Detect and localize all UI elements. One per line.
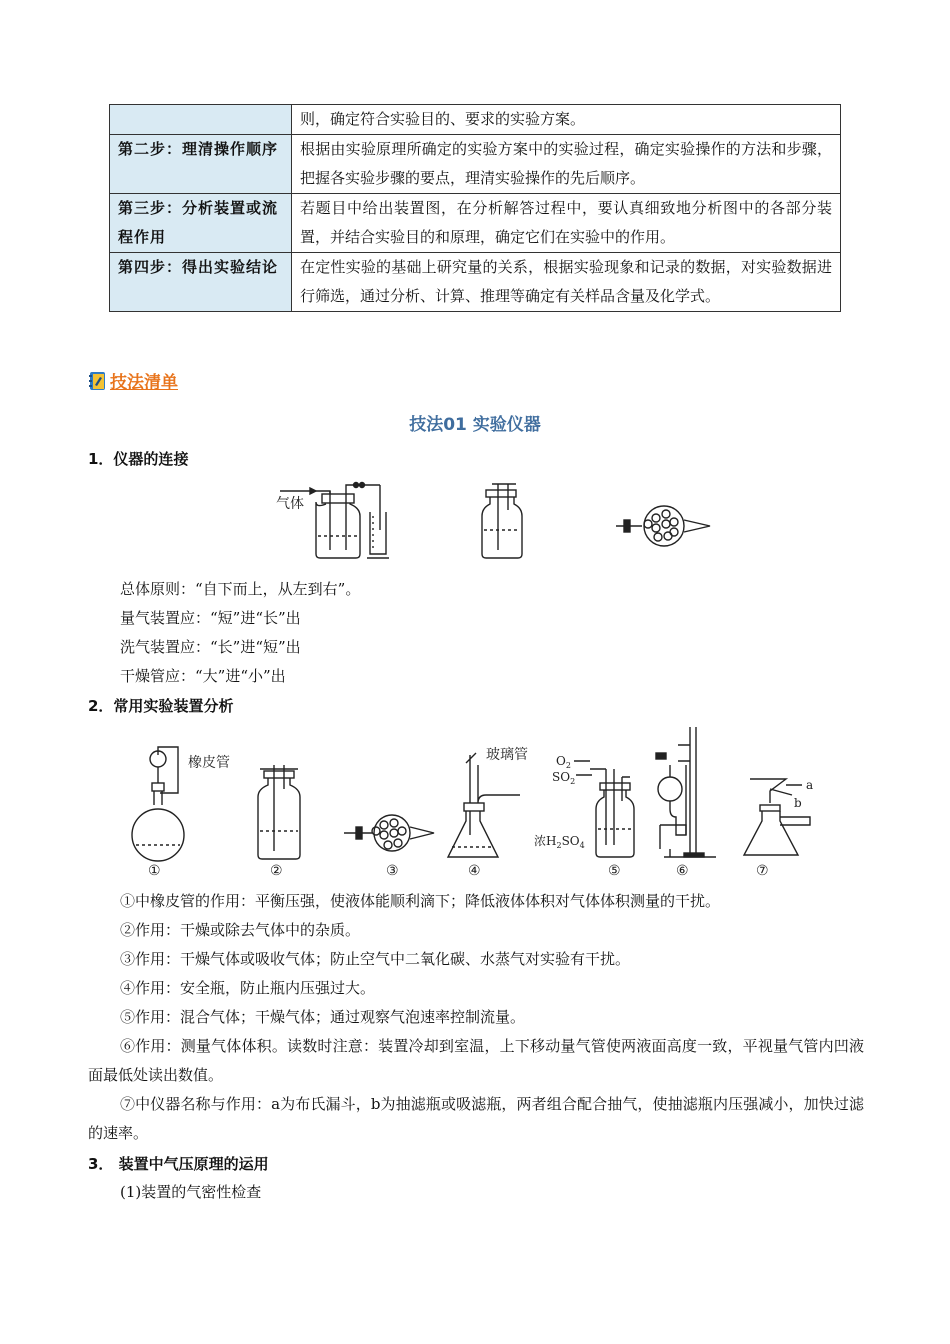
rubber-tube-label: 橡皮管 <box>188 755 230 771</box>
principle-line: 量气装置应：“短”进“长”出 <box>120 609 301 627</box>
part2-heading: 2．常用实验装置分析 <box>88 697 234 715</box>
label-5: ⑤ <box>608 863 621 879</box>
graduated-cylinder <box>367 485 389 558</box>
label-2: ② <box>270 863 283 879</box>
label-4: ④ <box>468 863 481 879</box>
analysis-item: ③作用：干燥气体或吸收气体；防止空气中二氧化碳、水蒸气对实验有干扰。 <box>120 950 631 968</box>
drying-tube <box>616 506 710 546</box>
o2-label: $O_2$ <box>556 754 571 770</box>
gas-label: 气体 <box>276 496 304 512</box>
label-6: ⑥ <box>676 863 689 879</box>
so2-label: $SO_2$ <box>552 770 576 786</box>
table-row <box>110 135 841 194</box>
label-a: a <box>806 778 814 792</box>
notebook-icon <box>88 370 108 392</box>
apparatus-7 <box>744 778 813 879</box>
section-banner <box>88 368 178 393</box>
principle-line: 洗气装置应：“长”进“短”出 <box>120 638 301 656</box>
apparatus-3 <box>344 815 434 879</box>
step-key: 第二步：理清操作顺序 <box>110 135 292 194</box>
label-7: ⑦ <box>756 863 769 879</box>
analysis-item: ①中橡皮管的作用：平衡压强，使液体能顺利滴下；降低液体体积对气体体积测量的干扰。 <box>120 892 721 910</box>
part1-heading: 1．仪器的连接 <box>88 450 189 468</box>
step-value: 根据由实验原理所确定的实验方案中的实验过程，确定实验操作的方法和步骤，把握各实验步骤的要点，理清实验操作的先后顺序。 <box>292 135 841 194</box>
wash-bottle <box>482 484 522 558</box>
step-value: 若题目中给出装置图，在分析解答过程中，要认真细致地分析图中的各部分装置，并结合实验目的和原理，确定它们在实验中的作用。 <box>292 194 841 253</box>
principle-line: 总体原则：“自下而上，从左到右”。 <box>120 580 361 598</box>
analysis-item: ⑦中仪器名称与作用：a为布氏漏斗，b为抽滤瓶或吸滤瓶，两者组合配合抽气，使抽滤瓶内压强减小，加快过滤的速率。 <box>88 1095 864 1142</box>
analysis-item: ⑥作用：测量气体体积。读数时注意：装置冷却到室温，上下移动量气管使两液面高度一致，平视量气管内凹液面最低处读出数值。 <box>88 1037 864 1084</box>
apparatus-6 <box>656 727 716 879</box>
steps-table <box>109 104 841 312</box>
technique-title: 技法01 实验仪器 <box>409 415 541 435</box>
table-row <box>110 105 841 135</box>
step-key: 第三步：分析装置或流程作用 <box>110 194 292 253</box>
section-title: 技法清单 <box>110 373 178 393</box>
part3-heading: 3． 装置中气压原理的运用 <box>88 1155 269 1173</box>
label-b: b <box>794 796 802 810</box>
analysis-item: ②作用：干燥或除去气体中的杂质。 <box>120 921 361 939</box>
h2so4-label: 浓$H_2SO_4$ <box>534 834 585 850</box>
table-row <box>110 253 841 312</box>
part3-subheading: (1)装置的气密性检查 <box>120 1183 262 1201</box>
step-value: 则，确定符合实验目的、要求的实验方案。 <box>292 105 841 135</box>
table-row <box>110 194 841 253</box>
apparatus-5 <box>534 754 634 879</box>
step-key: 第四步：得出实验结论 <box>110 253 292 312</box>
analysis-item: ⑤作用：混合气体；干燥气体；通过观察气泡速率控制流量。 <box>120 1008 526 1026</box>
step-value: 在定性实验的基础上研究量的关系，根据实验现象和记录的数据，对实验数据进行筛选，通过分析、计算、推理等确定有关样品含量及化学式。 <box>292 253 841 312</box>
gas-measuring-bottle <box>316 485 360 558</box>
glass-tube-label: 玻璃管 <box>486 747 528 763</box>
connection-figure <box>270 480 720 560</box>
label-1: ① <box>148 863 161 879</box>
analysis-item: ④作用：安全瓶，防止瓶内压强过大。 <box>120 979 376 997</box>
apparatus-4 <box>448 746 528 879</box>
apparatus-1 <box>132 747 230 879</box>
label-3: ③ <box>386 863 399 879</box>
step-key <box>110 105 292 135</box>
apparatus-figure <box>130 725 820 880</box>
principle-line: 干燥管应：“大”进“小”出 <box>120 667 286 685</box>
apparatus-2 <box>258 765 300 879</box>
